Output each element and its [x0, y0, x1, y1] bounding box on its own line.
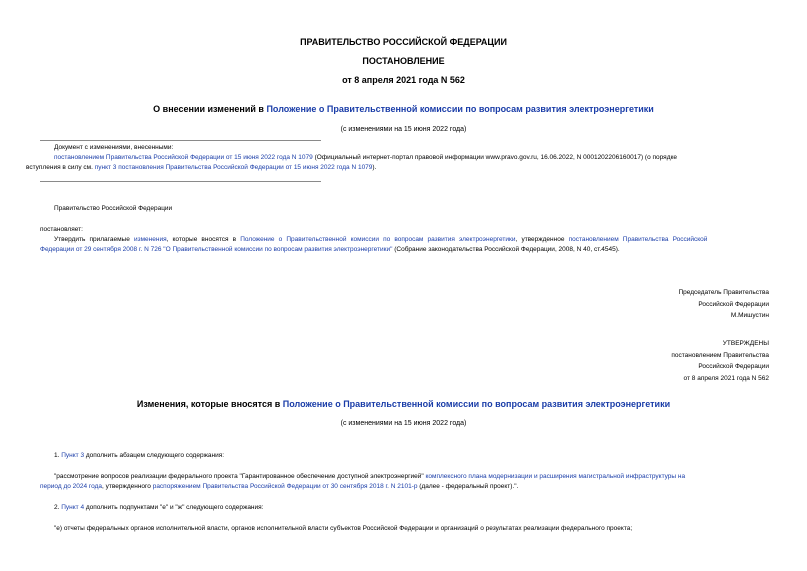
divider-top — [40, 140, 321, 141]
resolves-word: постановляет: — [40, 226, 83, 233]
signature-block — [678, 287, 769, 322]
title-regulation-link[interactable]: Положение о Правительственной комиссии по вопросам развития электроэнергетики — [266, 104, 654, 114]
resolution-paragraph-line2 — [40, 245, 769, 255]
changes-paragraph — [26, 153, 769, 172]
org-title: ПРАВИТЕЛЬСТВО РОССИЙСКОЙ ФЕДЕРАЦИИ — [300, 37, 507, 47]
item-1 — [54, 451, 224, 461]
item-2-text: дополнить подпунктами "е" и "ж" следующего содержания: — [84, 504, 264, 511]
quote-1-text-1: "рассмотрение вопросов реализации федерального проекта "Гарантированное обеспечение доступной электроэнергией" — [54, 473, 426, 480]
order-2101-link[interactable]: распоряжением Правительства Российской Федерации от 30 сентября 2018 г. N 2101-р — [152, 483, 418, 490]
changes-title-prefix: Изменения, которые вносятся в — [136, 399, 283, 409]
resolution-text-3: , утвержденное — [515, 236, 569, 243]
decree-726-link-part1[interactable]: постановлением Правительства Российской — [568, 236, 708, 243]
amendment-point3-link[interactable]: пункт 3 постановления Правительства Российской Федерации от 15 июня 2022 года N 1079 — [94, 163, 373, 171]
doc-type: ПОСТАНОВЛЕНИЕ — [362, 56, 445, 66]
changes-title — [0, 399, 807, 409]
doc-title — [0, 104, 807, 114]
changes-text-1: (Официальный интернет-портал правовой информации www.pravo.gov.ru, 16.06.2022, N 0001202206160017) (о порядке — [312, 154, 678, 161]
quote-1 — [40, 472, 769, 482]
approval-block — [671, 338, 769, 384]
item-1-point3-link[interactable]: Пункт 3 — [61, 452, 85, 459]
decree-726-link-part2[interactable]: Федерации от 29 сентября 2008 г. N 726 "О Правительственной комиссии по вопросам развития электроэнергетики" — [40, 246, 393, 253]
regulation-link[interactable]: Положение о Правительственной комиссии по вопросам развития электроэнергетики — [240, 236, 516, 243]
doc-title-prefix: О внесении изменений в — [153, 104, 267, 114]
changes-intro: Документ с изменениями, внесенными: — [54, 144, 174, 151]
quote-1-text-3: (далее - федеральный проект).". — [417, 483, 519, 490]
item-2 — [54, 503, 263, 513]
signature-position-2: Российской Федерации — [698, 300, 769, 308]
changes-text-2: вступления в силу см. — [26, 163, 95, 171]
approved-date: от 8 апреля 2021 года N 562 — [683, 374, 769, 382]
quote-2: "е) отчеты федеральных органов исполнительной власти, органов исполнительной власти субъектов Российской Федерации и организаций о результатах реализации федерального проекта; — [54, 525, 633, 532]
signature-name: М.Мишустин — [730, 312, 769, 319]
item-2-point4-link[interactable]: Пункт 4 — [61, 504, 85, 511]
item-2-number: 2. — [54, 504, 62, 511]
title-revision-note: (с изменениями на 15 июня 2022 года) — [340, 126, 467, 133]
quote-1-line2 — [40, 482, 769, 492]
approved-word: УТВЕРЖДЕНЫ — [722, 340, 769, 347]
amendment-link-1079[interactable]: постановлением Правительства Российской Федерации от 15 июня 2022 года N 1079 — [54, 154, 313, 161]
quote-1-text-2: , утвержденного — [102, 483, 153, 490]
signature-position: Председатель Правительства — [678, 289, 769, 296]
changes-text-3: ). — [372, 163, 377, 171]
doc-date-number: от 8 апреля 2021 года N 562 — [342, 75, 465, 85]
government-name: Правительство Российской Федерации — [54, 205, 173, 212]
resolution-text-4: (Собрание законодательства Российской Федерации, 2008, N 40, ст.4545). — [392, 246, 620, 253]
changes-revision-note: (с изменениями на 15 июня 2022 года) — [340, 420, 467, 427]
item-1-text: дополнить абзацем следующего содержания: — [84, 452, 225, 459]
resolution-text-1: Утвердить прилагаемые — [54, 236, 134, 243]
resolution-text-2: , которые вносятся в — [166, 236, 241, 243]
divider-bottom — [40, 181, 321, 182]
complex-plan-link[interactable]: комплексного плана модернизации и расширения магистральной инфраструктуры на — [425, 473, 686, 480]
complex-plan-link-cont[interactable]: период до 2024 года — [40, 483, 103, 490]
changes-link[interactable]: изменения — [133, 236, 167, 243]
approved-by: постановлением Правительства — [671, 351, 769, 359]
item-1-number: 1. — [54, 452, 62, 459]
changes-title-regulation-link[interactable]: Положение о Правительственной комиссии по вопросам развития электроэнергетики — [282, 399, 671, 409]
approved-by-2: Российской Федерации — [698, 363, 769, 370]
resolution-paragraph — [40, 235, 769, 245]
